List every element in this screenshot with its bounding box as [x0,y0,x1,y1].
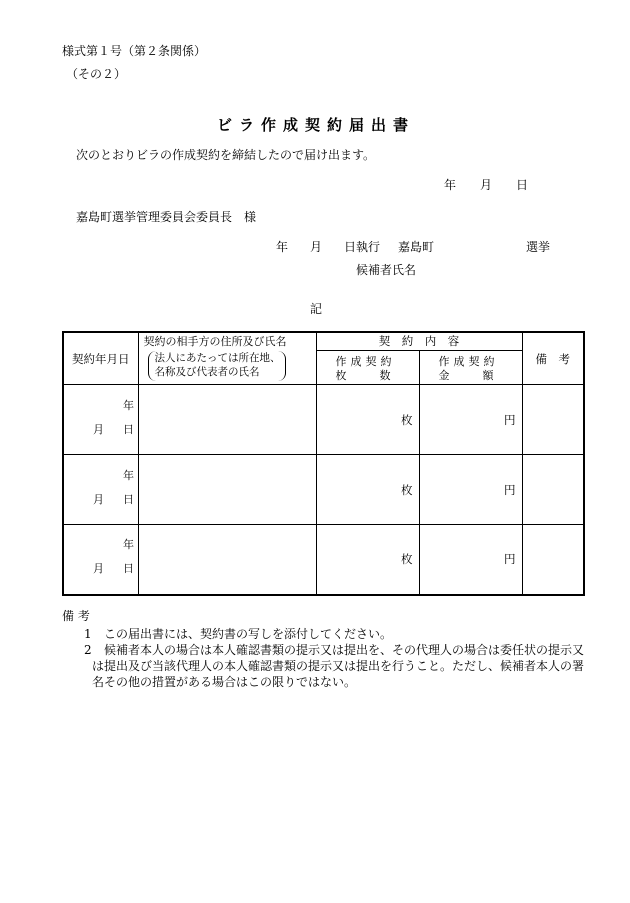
note-1-text: この届出書には、契約書の写しを添付してください。 [104,627,393,641]
row-party-cell[interactable] [138,525,316,595]
count-unit: 枚 [401,552,413,567]
row-day: 日 [123,562,134,576]
form-sub-number: （その２） [66,67,127,81]
row-date-cell [63,385,138,455]
row-amount-cell[interactable] [419,525,522,595]
row-date-cell [63,525,138,595]
addressee: 嘉島町選挙管理委員会委員長 様 [76,210,257,224]
row-month: 月 [93,492,104,506]
amount-label-2: 金 額 [438,369,494,382]
table-row [63,525,584,595]
row-count-cell[interactable] [316,455,419,525]
table-row [63,385,584,455]
note-2-line-1: 候補者本人の場合は本人確認書類の提示又は提出を、その代理人の場合は委任状の提示又 [104,643,585,657]
count-label-1: 作成契約 [335,355,396,368]
row-year: 年 [123,538,134,552]
notes-heading: 備 考 [62,609,90,623]
amount-label-1: 作成契約 [438,355,499,368]
row-amount-cell[interactable] [419,385,522,455]
party-label: 契約の相手方の住所及び氏名 [143,335,287,348]
header-contract-party [138,332,316,385]
submit-date-day: 日 [516,178,529,192]
header-amount [420,351,522,384]
note-2-line-3: 名その他の措置がある場合はこの限りではない。 [92,675,357,689]
header-contract-date: 契約年月日 [63,332,138,385]
row-remarks-cell[interactable] [522,455,584,525]
row-party-cell[interactable] [138,385,316,455]
election-month: 月 [310,240,323,254]
row-month: 月 [93,562,104,576]
count-unit: 枚 [401,482,413,497]
submit-date-year: 年 [444,178,457,192]
amount-unit: 円 [504,412,516,427]
header-row [63,332,584,385]
count-label-2: 枚 数 [335,369,391,382]
amount-unit: 円 [504,552,516,567]
row-party-cell[interactable] [138,455,316,525]
party-note-2: 名称及び代表者の氏名 [154,366,260,378]
document-title: ビラ作成契約届出書 [217,116,416,134]
note-1-number: 1 [84,627,92,641]
row-day: 日 [123,422,134,436]
election-year: 年 [276,240,289,254]
row-amount-cell[interactable] [419,455,522,525]
row-remarks-cell[interactable] [522,525,584,595]
party-note-1: 法人にあたっては所在地、 [154,352,281,364]
count-unit: 枚 [401,412,413,427]
header-count [317,351,420,384]
election-town: 嘉島町 [398,240,435,254]
row-count-cell[interactable] [316,525,419,595]
election-type: 選挙 [526,240,551,254]
note-2-number: 2 [84,643,92,657]
row-count-cell[interactable] [316,385,419,455]
submit-date-month: 月 [480,178,493,192]
contents-label: 契 約 内 容 [317,333,522,351]
row-remarks-cell[interactable] [522,385,584,455]
header-contents [316,332,522,385]
row-year: 年 [123,398,134,412]
ki-mark: 記 [310,302,323,316]
election-day-exec: 日執行 [344,240,381,254]
row-month: 月 [93,422,104,436]
form-number: 様式第１号（第２条関係） [62,44,207,58]
row-year: 年 [123,468,134,482]
note-2-line-2: は提出及び当該代理人の本人確認書類の提示又は提出を行うこと。ただし、候補者本人の署 [92,659,585,673]
row-day: 日 [123,492,134,506]
amount-unit: 円 [504,482,516,497]
header-remarks: 備 考 [522,332,584,385]
contract-table [62,331,585,596]
candidate-label: 候補者氏名 [356,263,417,277]
table-row [63,455,584,525]
row-date-cell [63,455,138,525]
intro-text: 次のとおりビラの作成契約を締結したので届け出ます。 [76,148,376,162]
